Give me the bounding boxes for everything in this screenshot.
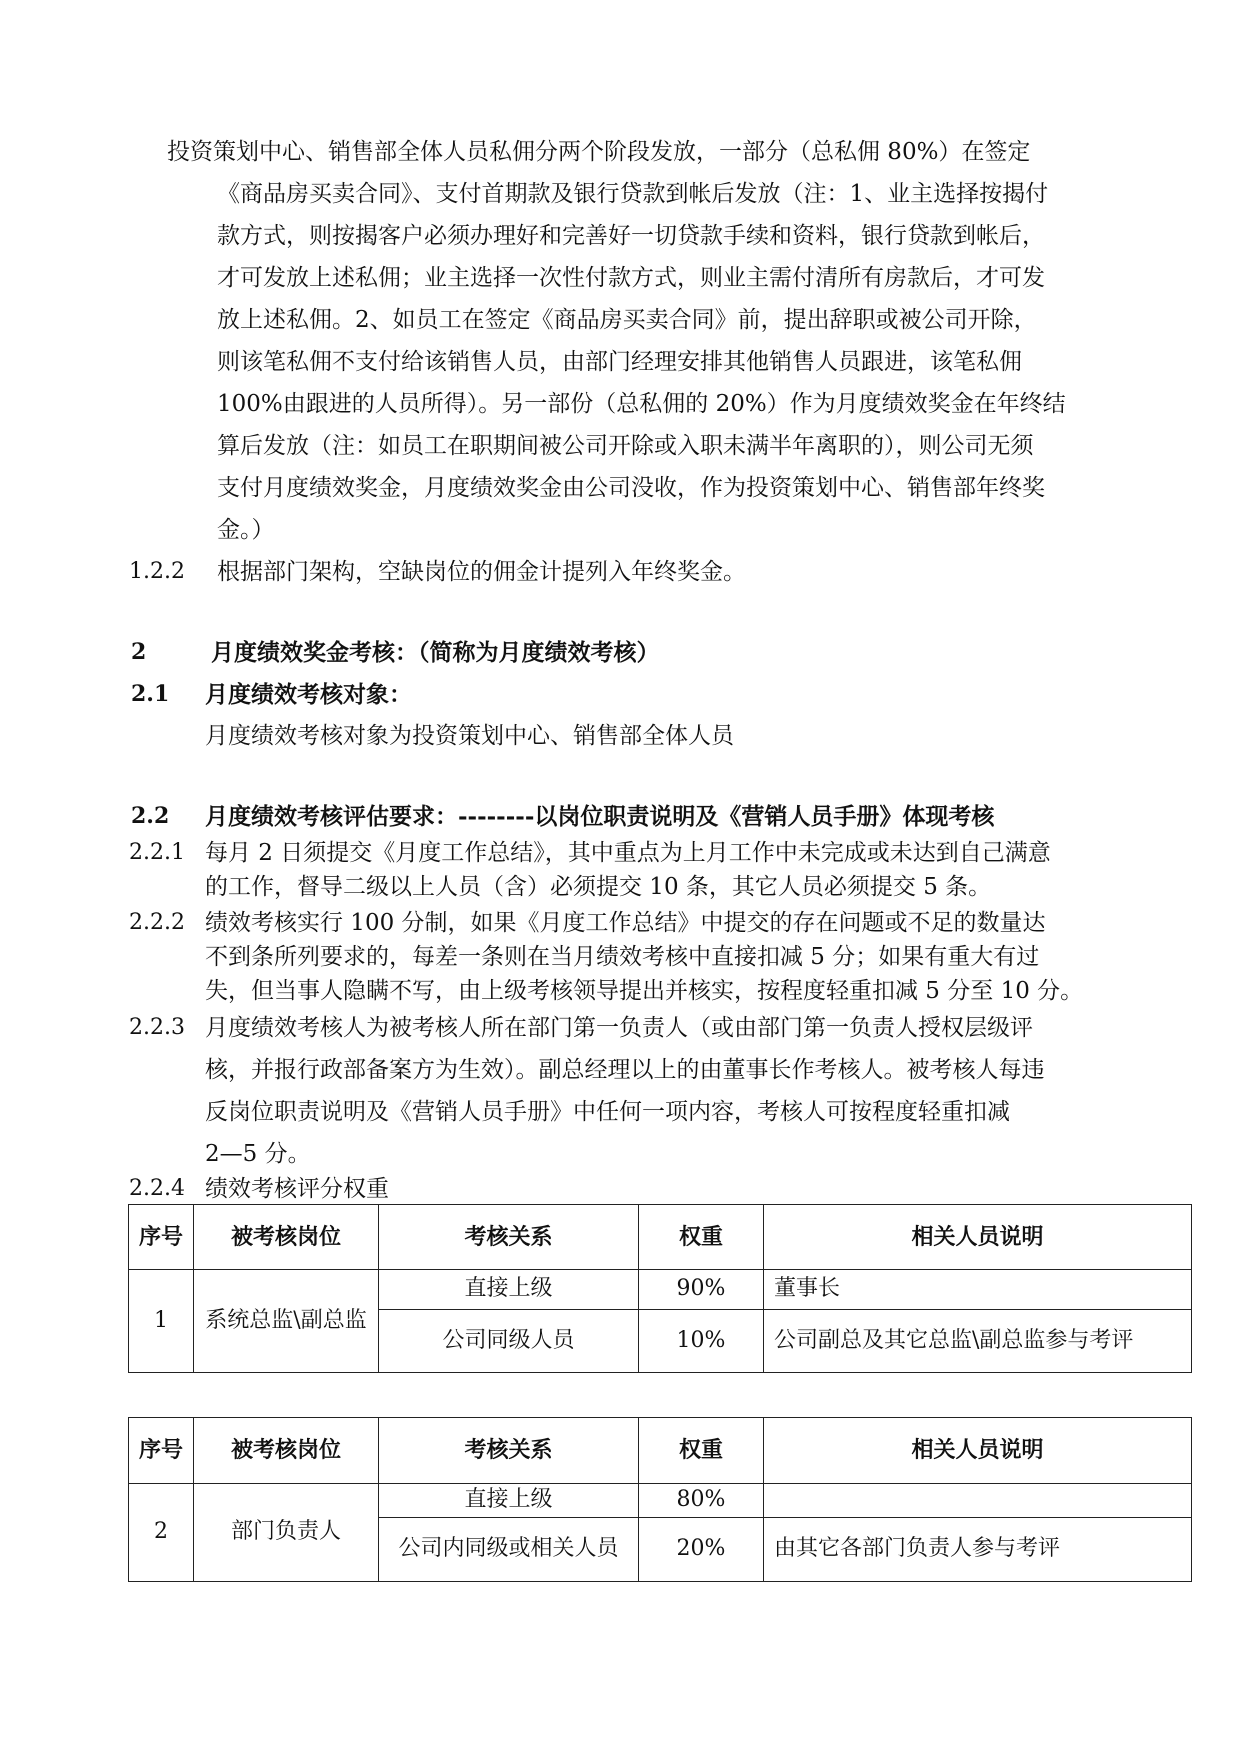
section-text: 失，但当事人隐瞒不写，由上级考核领导提出并核实，按程度轻重扣减 5 分至 10 分。 [205, 978, 1084, 1004]
cell-relation: 公司同级人员 [379, 1310, 639, 1373]
cell-position: 系统总监\副总监 [194, 1270, 379, 1373]
table-header-row [129, 1205, 1192, 1270]
section-number: 2.2 [131, 803, 170, 829]
section-text: 反岗位职责说明及《营销人员手册》中任何一项内容，考核人可按程度轻重扣减 [205, 1099, 1010, 1125]
header-weight: 权重 [639, 1418, 764, 1484]
section-text: 每月 2 日须提交《月度工作总结》，其中重点为上月工作中未完成或未达到自己满意 [205, 840, 1051, 866]
cell-seq: 1 [129, 1270, 194, 1373]
section-text: 核，并报行政部备案方为生效）。副总经理以上的由董事长作考核人。被考核人每违 [205, 1057, 1045, 1083]
header-note: 相关人员说明 [764, 1418, 1192, 1484]
paragraph-line: 放上述私佣。2、如员工在签定《商品房买卖合同》前，提出辞职或被公司开除， [217, 307, 1037, 333]
paragraph-line: 100%由跟进的人员所得）。另一部份（总私佣的 20%）作为月度绩效奖金在年终结 [217, 391, 1066, 417]
paragraph-line: 《商品房买卖合同》、支付首期款及银行贷款到帐后发放（注：1、业主选择按揭付 [217, 181, 1049, 207]
cell-weight: 80% [639, 1484, 764, 1518]
cell-weight: 10% [639, 1310, 764, 1373]
header-note: 相关人员说明 [764, 1205, 1192, 1270]
section-number: 2.2.3 [129, 1015, 185, 1040]
paragraph-line: 算后发放（注：如员工在职期间被公司开除或入职未满半年离职的），则公司无须 [217, 433, 1034, 459]
paragraph-line: 则该笔私佣不支付给该销售人员，由部门经理安排其他销售人员跟进，该笔私佣 [217, 349, 1022, 375]
cell-position: 部门负责人 [194, 1484, 379, 1582]
section-text: 2—5 分。 [205, 1141, 311, 1167]
paragraph-line: 才可发放上述私佣；业主选择一次性付款方式，则业主需付清所有房款后，才可发 [217, 265, 1045, 291]
paragraph-line: 支付月度绩效奖金，月度绩效奖金由公司没收，作为投资策划中心、销售部年终奖 [217, 475, 1045, 501]
section-text: 月度绩效考核对象为投资策划中心、销售部全体人员 [205, 723, 734, 749]
table-row [129, 1270, 1192, 1310]
section-heading: 月度绩效考核评估要求：--------以岗位职责说明及《营销人员手册》体现考核 [205, 803, 995, 830]
section-heading: 月度绩效奖金考核：（简称为月度绩效考核） [211, 639, 660, 666]
paragraph-line: 款方式，则按揭客户必须办理好和完善好一切贷款手续和资料，银行贷款到帐后， [217, 223, 1045, 249]
header-position: 被考核岗位 [194, 1418, 379, 1484]
section-number: 2.1 [131, 681, 170, 707]
section-text: 的工作，督导二级以上人员（含）必须提交 10 条，其它人员必须提交 5 条。 [205, 874, 992, 900]
header-relation: 考核关系 [379, 1205, 639, 1270]
paragraph-line: 金。） [217, 517, 275, 543]
section-number: 1.2.2 [129, 559, 185, 584]
section-text: 月度绩效考核人为被考核人所在部门第一负责人（或由部门第一负责人授权层级评 [205, 1015, 1033, 1041]
cell-note: 董事长 [764, 1270, 1192, 1310]
header-weight: 权重 [639, 1205, 764, 1270]
header-seq: 序号 [129, 1205, 194, 1270]
cell-note: 由其它各部门负责人参与考评 [764, 1518, 1192, 1582]
section-text: 绩效考核实行 100 分制，如果《月度工作总结》中提交的存在问题或不足的数量达 [205, 910, 1046, 936]
cell-relation: 公司内同级或相关人员 [379, 1518, 639, 1582]
weight-table-1 [128, 1204, 1192, 1373]
header-relation: 考核关系 [379, 1418, 639, 1484]
section-number: 2 [131, 639, 147, 665]
section-number: 2.2.1 [129, 840, 185, 865]
paragraph-line: 投资策划中心、销售部全体人员私佣分两个阶段发放，一部分（总私佣 80%）在签定 [167, 139, 1031, 165]
cell-note [764, 1484, 1192, 1518]
section-text: 根据部门架构，空缺岗位的佣金计提列入年终奖金。 [217, 559, 746, 585]
header-seq: 序号 [129, 1418, 194, 1484]
section-text: 不到条所列要求的，每差一条则在当月绩效考核中直接扣减 5 分；如果有重大有过 [205, 944, 1040, 970]
cell-relation: 直接上级 [379, 1270, 639, 1310]
cell-note: 公司副总及其它总监\副总监参与考评 [764, 1310, 1192, 1373]
cell-relation: 直接上级 [379, 1484, 639, 1518]
table-header-row [129, 1418, 1192, 1484]
section-heading: 月度绩效考核对象： [205, 681, 412, 708]
weight-table-2 [128, 1417, 1192, 1582]
section-number: 2.2.2 [129, 910, 185, 935]
table-row [129, 1484, 1192, 1518]
cell-weight: 20% [639, 1518, 764, 1582]
header-position: 被考核岗位 [194, 1205, 379, 1270]
section-text: 绩效考核评分权重 [205, 1176, 389, 1202]
cell-weight: 90% [639, 1270, 764, 1310]
section-number: 2.2.4 [129, 1176, 185, 1201]
cell-seq: 2 [129, 1484, 194, 1582]
